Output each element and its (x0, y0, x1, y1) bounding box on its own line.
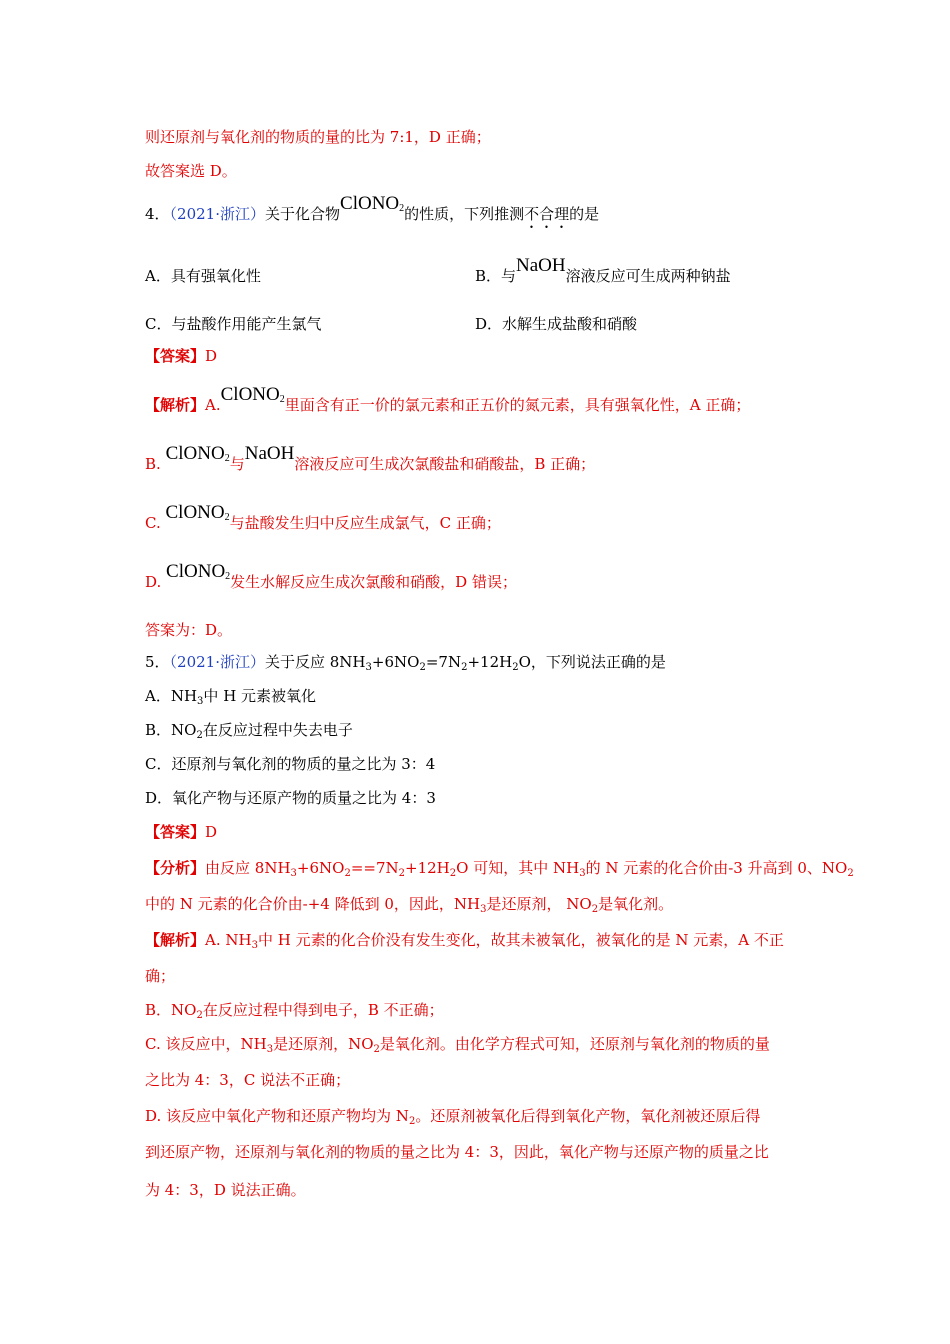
q4-explanation-b: B. ClONO$_2$与NaOH溶液反应可生成次氯酸盐和硝酸盐，B 正确； (145, 443, 596, 473)
q4-explanation-c: C. ClONO$_2$与盐酸发生归中反应生成氯气，C 正确； (145, 502, 501, 532)
q4-stem-post: 的性质，下列推测 (404, 205, 525, 223)
q4-exp-a-formula: ClONO$_2$ (220, 384, 285, 405)
q4-number: 4． (145, 205, 170, 223)
q4-stem-pre: 关于化合物 (265, 205, 341, 223)
q4-stem (145, 193, 600, 232)
q4-option-b: B．与NaOH溶液反应可生成两种钠盐 (475, 255, 731, 285)
prev-line-1: 则还原剂与氧化剂的物质的量的比为 7:1，D 正确； (145, 128, 491, 146)
q5-explanation-c-1: C. 该反应中，$NH_3$是还原剂，$NO_2$是氧化剂。由化学方程式可知，还原剂与氧化剂的物质的量 (145, 1035, 770, 1055)
q5-source: （2021·浙江） (169, 653, 265, 671)
q4-option-c: C．与盐酸作用能产生氯气 (145, 315, 322, 333)
q5-stem: 5．（2021·浙江）关于反应 $8NH_3+6NO_2=7N_2+12H_2O$，下列说法正确的是 (145, 653, 666, 673)
q5-answer: 【答案】D (145, 823, 218, 841)
q4-option-b-formula: NaOH (516, 255, 566, 276)
q5-explanation-d-3: 为 4：3，D 说法正确。 (145, 1181, 306, 1199)
q4-option-a: A．具有强氧化性 (145, 267, 261, 285)
q4-explanation-d: D. ClONO$_2$发生水解反应生成次氯酸和硝酸，D 错误； (145, 561, 517, 591)
q4-option-d: D．水解生成盐酸和硝酸 (475, 315, 638, 333)
q5-explanation-a-2: 确； (145, 967, 176, 985)
q4-exp-d-formula: ClONO$_2$ (166, 561, 231, 582)
q4-explanation-a: 【解析】A.ClONO$_2$里面含有正一价的氯元素和正五价的氮元素，具有强氧化性，A 正确； (145, 384, 751, 414)
q4-source: （2021·浙江） (169, 205, 265, 223)
q5-analysis-2: 中的 N 元素的化合价由-+4 降低到 0，因此，$NH_3$是还原剂， $NO_2$是氧化剂。 (145, 895, 674, 915)
q4-exp-b-formula: ClONO$_2$ (165, 443, 230, 464)
q4-formula: ClONO$_2$ (340, 193, 405, 214)
q4-answer: 【答案】D (145, 347, 218, 365)
q5-explanation-d-2: 到还原产物，还原剂与氧化剂的物质的量之比为 4：3，因此，氧化产物与还原产物的质量之比 (145, 1143, 769, 1161)
q4-stem-emphasis: 不合理 (524, 205, 570, 223)
q5-option-c: C．还原剂与氧化剂的物质的量之比为 3：4 (145, 755, 436, 773)
q5-explanation-d-1: D. 该反应中氧化产物和还原产物均为 $N_2$。还原剂被氧化后得到氧化产物，氧化剂被还原后得 (145, 1107, 761, 1127)
q5-option-d: D．氧化产物与还原产物的质量之比为 4：3 (145, 789, 436, 807)
q4-stem-end: 的是 (569, 205, 600, 223)
q4-exp-b-naoh: NaOH (244, 443, 295, 464)
q5-explanation-c-2: 之比为 4：3，C 说法不正确； (145, 1071, 351, 1089)
q5-analysis-1: 【分析】由反应 $8NH_3+6NO_2==7N_2+12H_2O$ 可知，其中 $NH_3$的 N 元素的化合价由-3 升高到 0、$NO_2$ (145, 859, 854, 879)
q5-option-a: A．$NH_3$中 H 元素被氧化 (145, 687, 317, 707)
q4-final-answer: 答案为：D。 (145, 621, 233, 639)
q4-exp-c-formula: ClONO$_2$ (165, 502, 230, 523)
q5-explanation-a-1: 【解析】A. $NH_3$中 H 元素的化合价没有发生变化，故其未被氧化，被氧化的是 N 元素，A 不正 (145, 931, 784, 951)
q5-option-b: B．$NO_2$在反应过程中失去电子 (145, 721, 353, 741)
prev-line-2: 故答案选 D。 (145, 162, 237, 180)
q5-explanation-b: B．$NO_2$在反应过程中得到电子，B 不正确； (145, 1001, 444, 1021)
